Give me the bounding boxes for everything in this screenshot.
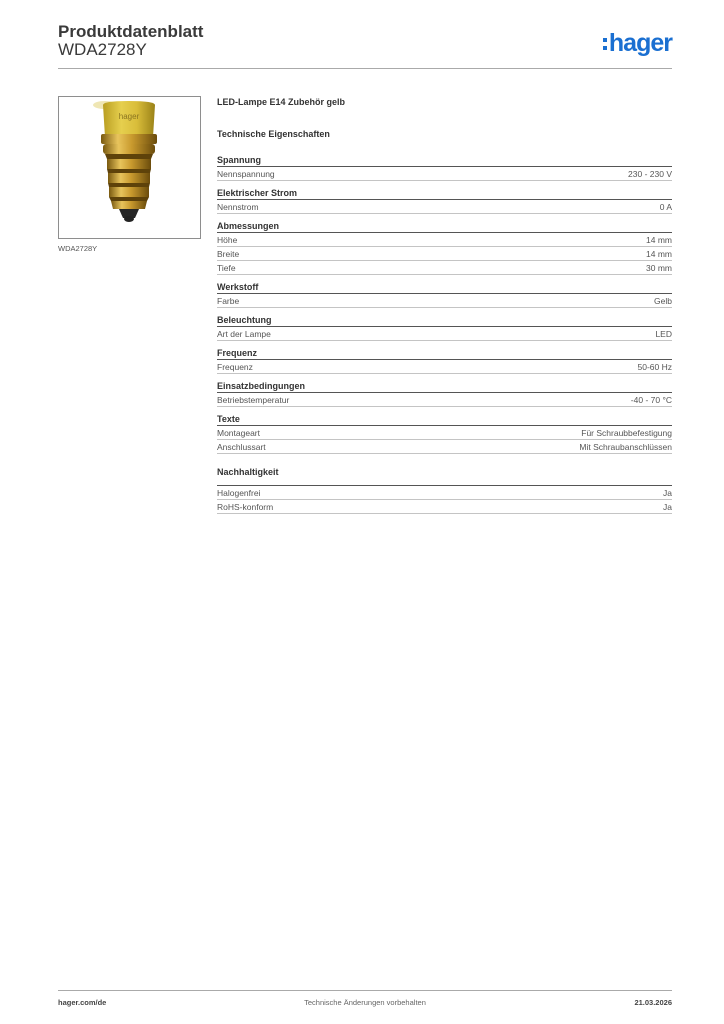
spec-label: Breite <box>217 249 240 259</box>
section-texte <box>217 413 672 454</box>
spec-label: Montageart <box>217 428 260 438</box>
spec-label: Art der Lampe <box>217 329 271 339</box>
spec-value: 0 A <box>659 202 672 212</box>
spec-row <box>217 233 672 247</box>
spec-value: Ja <box>663 488 672 498</box>
product-code: WDA2728Y <box>58 40 147 59</box>
spec-value: 50-60 Hz <box>637 362 672 372</box>
spec-row <box>217 440 672 454</box>
spec-row <box>217 247 672 261</box>
spec-label: Anschlussart <box>217 442 266 452</box>
footer-website-link[interactable]: hager.com/de <box>58 998 107 1007</box>
spec-row <box>217 327 672 341</box>
spec-label: Farbe <box>217 296 240 306</box>
section-nachhaltigkeit <box>217 466 672 514</box>
section-title: Spannung <box>217 154 672 167</box>
page-header <box>58 20 672 70</box>
header-divider <box>58 68 672 69</box>
section-title: Elektrischer Strom <box>217 187 672 200</box>
spec-value: 14 mm <box>646 235 672 245</box>
spec-row <box>217 426 672 440</box>
logo-text: hager <box>608 29 672 57</box>
spec-value: 14 mm <box>646 249 672 259</box>
logo-dots-icon <box>603 38 607 51</box>
section-abmessungen <box>217 220 672 275</box>
spec-row <box>217 261 672 275</box>
spec-content <box>217 96 672 514</box>
spec-value: Ja <box>663 502 672 512</box>
spec-row <box>217 500 672 514</box>
spec-value: LED <box>655 329 672 339</box>
spec-row <box>217 200 672 214</box>
footer-date: 21.03.2026 <box>634 998 672 1007</box>
document-title: Produktdatenblatt <box>58 22 204 41</box>
led-lamp-icon <box>59 97 200 238</box>
lamp-printed-logo: hager <box>118 112 140 121</box>
section-title: Frequenz <box>217 347 672 360</box>
hager-logo <box>609 29 672 58</box>
spec-value: Gelb <box>654 296 672 306</box>
section-title: Beleuchtung <box>217 314 672 327</box>
section-title: Werkstoff <box>217 281 672 294</box>
spec-label: Nennspannung <box>217 169 275 179</box>
section-title: Einsatzbedingungen <box>217 380 672 393</box>
spec-row <box>217 294 672 308</box>
section-spannung <box>217 154 672 181</box>
spec-value: -40 - 70 °C <box>630 395 672 405</box>
spec-row <box>217 393 672 407</box>
spec-row <box>217 486 672 500</box>
section-einsatzbedingungen <box>217 380 672 407</box>
section-title: Texte <box>217 413 672 426</box>
footer-notice: Technische Änderungen vorbehalten <box>304 998 426 1007</box>
page-footer <box>58 998 672 1010</box>
section-title: Abmessungen <box>217 220 672 233</box>
spec-label: RoHS-konform <box>217 502 274 512</box>
section-frequenz <box>217 347 672 374</box>
spec-row <box>217 167 672 181</box>
product-image <box>58 96 201 239</box>
technical-properties-heading: Technische Eigenschaften <box>217 129 330 139</box>
section-elektrischer-strom <box>217 187 672 214</box>
spec-label: Nennstrom <box>217 202 259 212</box>
section-werkstoff <box>217 281 672 308</box>
spec-value: 230 - 230 V <box>628 169 672 179</box>
section-title: Nachhaltigkeit <box>217 466 672 486</box>
image-caption: WDA2728Y <box>58 244 98 253</box>
section-beleuchtung <box>217 314 672 341</box>
spec-label: Höhe <box>217 235 238 245</box>
spec-value: Für Schraubbefestigung <box>581 428 672 438</box>
spec-label: Betriebstemperatur <box>217 395 290 405</box>
spec-label: Frequenz <box>217 362 253 372</box>
spec-label: Halogenfrei <box>217 488 261 498</box>
spec-row <box>217 360 672 374</box>
product-description: LED-Lampe E14 Zubehör gelb <box>217 97 346 107</box>
spec-value: Mit Schraubanschlüssen <box>579 442 672 452</box>
spec-value: 30 mm <box>646 263 672 273</box>
footer-divider <box>58 990 672 991</box>
spec-label: Tiefe <box>217 263 236 273</box>
